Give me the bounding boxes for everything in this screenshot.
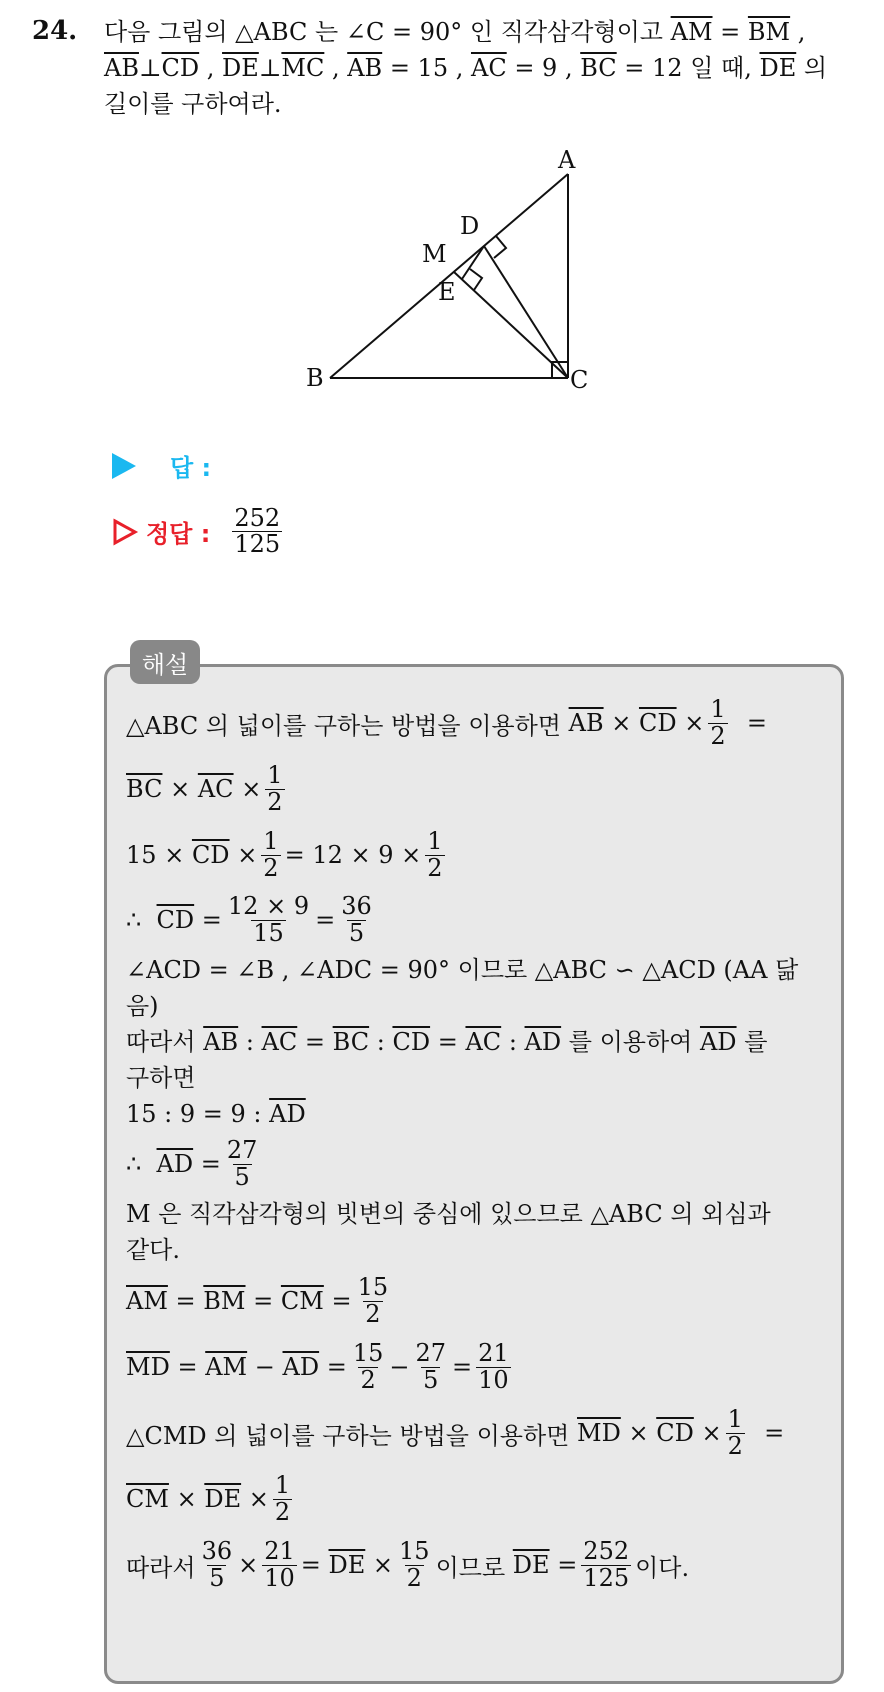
math-token: 1 [267, 761, 283, 790]
play-icon [112, 453, 136, 479]
answer-label: 답 : [170, 454, 212, 482]
math-token: , [199, 54, 223, 82]
fraction [425, 829, 444, 880]
math-token: 252 [234, 504, 281, 532]
math-token: 2 [360, 1365, 376, 1394]
math-token: 2 [427, 853, 443, 882]
math-token: × [628, 1419, 649, 1447]
math-token: $\overline{AB}$ [104, 54, 139, 82]
solution-line-6: 음) [126, 992, 159, 1020]
outline-play-icon [112, 518, 138, 546]
math-token: = [175, 1287, 196, 1315]
math-token: $\overline{AM}$ [670, 18, 713, 46]
correct-answer-value [232, 506, 282, 557]
math-token: × [241, 775, 262, 803]
solution-line-13 [126, 1268, 826, 1334]
math-token: $\overline{BM}$ [203, 1287, 246, 1315]
solution-line-4 [126, 888, 826, 952]
math-token: $\overline{AC}$ [261, 1028, 298, 1056]
solution-line-17 [126, 1532, 826, 1598]
solution-line-9 [126, 1096, 826, 1132]
math-token: $\overline{DE}$ [759, 54, 797, 82]
math-token: 1 [727, 1405, 743, 1434]
math-token: $\overline{BC}$ [580, 54, 617, 82]
math-token: △ABC 의 넓이를 구하는 방법을 이용하면 [126, 711, 561, 740]
math-token: × [611, 709, 632, 737]
math-token: × [237, 841, 258, 869]
math-token: 21 [264, 1537, 295, 1566]
fraction [726, 1407, 745, 1458]
math-token: $\overline{AD}$ [156, 1150, 194, 1178]
math-token: = [437, 1028, 458, 1056]
math-token: $\overline{AC}$ [470, 54, 507, 82]
math-token: 5 [348, 918, 365, 947]
math-token: : [508, 1028, 517, 1056]
math-token: 2 [727, 1431, 743, 1460]
math-token: 1 [427, 827, 443, 856]
math-token: 12 × 9 [227, 892, 310, 921]
math-token: $\overline{AB}$ [203, 1028, 239, 1056]
math-token: ⊥ [138, 54, 162, 82]
correct-answer-label: 정답 : [146, 520, 211, 549]
solution-line-15 [126, 1400, 826, 1466]
solution-line-10 [126, 1132, 826, 1196]
math-token: = 12 × 9 × [284, 841, 422, 869]
math-token: 36 [341, 892, 372, 921]
math-token: = [764, 1419, 785, 1447]
fraction [708, 697, 727, 748]
math-token: $\overline{DE}$ [512, 1551, 550, 1579]
fraction [265, 763, 284, 814]
solution-line-7 [126, 1024, 826, 1060]
math-token: $\overline{AM}$ [126, 1287, 168, 1315]
math-token: $\overline{CM}$ [126, 1485, 169, 1513]
math-token: 10 [478, 1365, 509, 1394]
math-token: 5 [234, 1162, 250, 1191]
math-token: × [170, 775, 191, 803]
math-token: 36 [201, 1537, 233, 1566]
math-token: 1 [710, 695, 726, 724]
right-angle-e [470, 269, 482, 290]
correct-answer-row [112, 506, 286, 557]
math-token: 의 [796, 54, 828, 82]
math-token: = 12 일 때, [616, 54, 760, 82]
math-token: = [253, 1287, 274, 1315]
math-token: 이다. [635, 1553, 690, 1582]
math-token: = [557, 1551, 578, 1579]
solution-line-16 [126, 1466, 826, 1532]
math-token: 21 [478, 1339, 509, 1368]
solution-line-3 [126, 822, 826, 888]
question-number: 24. [32, 16, 78, 46]
math-token: $\overline{CD}$ [638, 709, 677, 737]
solution-line-2 [126, 756, 826, 822]
fraction [273, 1473, 292, 1524]
math-token: × [176, 1485, 197, 1513]
math-token: 2 [267, 787, 283, 816]
fraction [414, 1341, 449, 1392]
math-token: 27 [226, 1136, 258, 1165]
solution-line-12: 같다. [126, 1236, 180, 1264]
math-token: × [248, 1485, 269, 1513]
stem-line-2 [104, 50, 864, 86]
math-token: $\overline{BC}$ [332, 1028, 370, 1056]
math-token: ⊥ [258, 54, 282, 82]
math-token: 15 [399, 1537, 430, 1566]
fraction [476, 1341, 511, 1392]
math-token: 따라서 [126, 1028, 196, 1056]
math-token: 15 [352, 1339, 384, 1368]
fraction [351, 1341, 386, 1392]
math-token: = [720, 18, 741, 46]
math-token: ∴ [126, 906, 142, 934]
stem-line-1 [104, 14, 864, 50]
fraction [262, 1539, 297, 1590]
math-token: $\overline{AC}$ [197, 775, 234, 803]
math-token: 5 [423, 1365, 439, 1394]
math-token: = [177, 1353, 198, 1381]
math-token: 27 [415, 1339, 447, 1368]
math-token: = [300, 1551, 321, 1579]
math-token: 2 [710, 721, 726, 750]
math-token: $\overline{AC}$ [465, 1028, 502, 1056]
math-token: − [254, 1353, 275, 1381]
fraction [200, 1539, 235, 1590]
math-token: × [372, 1551, 394, 1579]
math-token: $\overline{BC}$ [126, 775, 163, 803]
math-token: = [452, 1353, 473, 1381]
label-a: A [558, 146, 576, 174]
fraction [397, 1539, 432, 1590]
math-token: 1 [263, 827, 279, 856]
math-token: = [200, 1150, 221, 1178]
solution-tag: 해설 [130, 640, 200, 684]
math-token: 이므로 [435, 1553, 506, 1582]
math-token: $\overline{AB}$ [568, 709, 604, 737]
math-token: $\overline{AD}$ [524, 1028, 562, 1056]
math-token: $\overline{CD}$ [191, 841, 230, 869]
math-token: $\overline{AB}$ [347, 54, 383, 82]
math-token: △CMD 의 넓이를 구하는 방법을 이용하면 [126, 1421, 570, 1450]
right-angle-d [494, 236, 506, 258]
math-token: − [389, 1353, 410, 1381]
math-token: = [746, 709, 767, 737]
math-token: 2 [274, 1497, 291, 1526]
math-token: 15 [126, 841, 157, 869]
label-c: C [570, 366, 589, 394]
label-e: E [438, 278, 456, 306]
math-token: $\overline{DE}$ [328, 1551, 366, 1579]
math-token: 1 [274, 1471, 291, 1500]
math-token: $\overline{AD}$ [269, 1100, 306, 1128]
math-token: $\overline{AD}$ [699, 1028, 737, 1056]
math-token: = [315, 906, 336, 934]
math-token: = 9 , [506, 54, 581, 82]
segment-ab [330, 174, 568, 378]
fraction [225, 1138, 260, 1189]
math-token: × [701, 1419, 722, 1447]
math-token: 2 [263, 853, 279, 882]
math-token: = [331, 1287, 352, 1315]
solution-line-1 [126, 690, 826, 756]
math-token: $\overline{CD}$ [156, 906, 195, 934]
math-token: : [245, 1028, 254, 1056]
math-token: = [326, 1353, 347, 1381]
label-b: B [306, 364, 324, 392]
math-token: $\overline{MD}$ [577, 1419, 621, 1447]
math-token: $\overline{AM}$ [205, 1353, 248, 1381]
math-token: 15 [357, 1273, 389, 1302]
solution-line-8: 구하면 [126, 1064, 196, 1092]
math-token: , [324, 54, 348, 82]
math-token: 5 [209, 1563, 225, 1592]
math-token: 125 [234, 530, 281, 559]
math-token: = 15 , [382, 54, 471, 82]
math-token: 252 [583, 1537, 630, 1566]
question-stem [104, 14, 864, 122]
fraction [261, 829, 280, 880]
math-token: $\overline{CD}$ [656, 1419, 694, 1447]
fraction [581, 1539, 631, 1590]
fraction [226, 894, 311, 945]
math-token: × [164, 841, 185, 869]
math-token: 다음 그림의 △ABC 는 ∠C = 90° 인 직각삼각형이고 [104, 18, 663, 46]
math-token: ∴ [126, 1150, 142, 1178]
label-m: M [422, 240, 447, 268]
math-token: $\overline{DE}$ [222, 54, 259, 82]
math-token: $\overline{CD}$ [392, 1028, 431, 1056]
fraction [339, 894, 374, 945]
solution-line-14 [126, 1334, 826, 1400]
math-token: $\overline{MD}$ [126, 1353, 170, 1381]
label-d: D [460, 212, 480, 240]
math-token: × [238, 1551, 259, 1579]
math-token: $\overline{CM}$ [280, 1287, 324, 1315]
math-token: 를 [744, 1028, 768, 1056]
math-token: $\overline{AD}$ [282, 1353, 320, 1381]
solution-body [126, 690, 826, 1598]
triangle-figure [306, 146, 650, 400]
fraction [356, 1275, 391, 1326]
solution-line-5: ∠ACD = ∠B , ∠ADC = 90° 이므로 △ABC ∽ △ACD (AA 닮 [126, 956, 799, 984]
math-token: 15 : 9 = 9 : [126, 1100, 262, 1128]
math-token: $\overline{DE}$ [204, 1485, 242, 1513]
math-token: = [201, 906, 222, 934]
answer-blank-row [112, 448, 211, 483]
math-token: = [304, 1028, 325, 1056]
math-token: , [797, 18, 806, 46]
math-token: 15 [253, 918, 284, 947]
math-token: 2 [365, 1299, 381, 1328]
math-token: × [684, 709, 705, 737]
math-token: : [376, 1028, 385, 1056]
math-token: $\overline{MC}$ [281, 54, 325, 82]
math-token: 따라서 [126, 1553, 196, 1582]
solution-line-11: M 은 직각삼각형의 빗변의 중심에 있으므로 △ABC 의 외심과 [126, 1200, 771, 1228]
math-token: 를 이용하여 [568, 1028, 693, 1056]
math-token: 2 [406, 1563, 422, 1592]
math-token: 125 [583, 1563, 630, 1592]
math-token: $\overline{BM}$ [747, 18, 791, 46]
stem-line-3: 길이를 구하여라. [104, 90, 282, 118]
math-token: 10 [264, 1563, 295, 1592]
math-token: $\overline{CD}$ [161, 54, 200, 82]
